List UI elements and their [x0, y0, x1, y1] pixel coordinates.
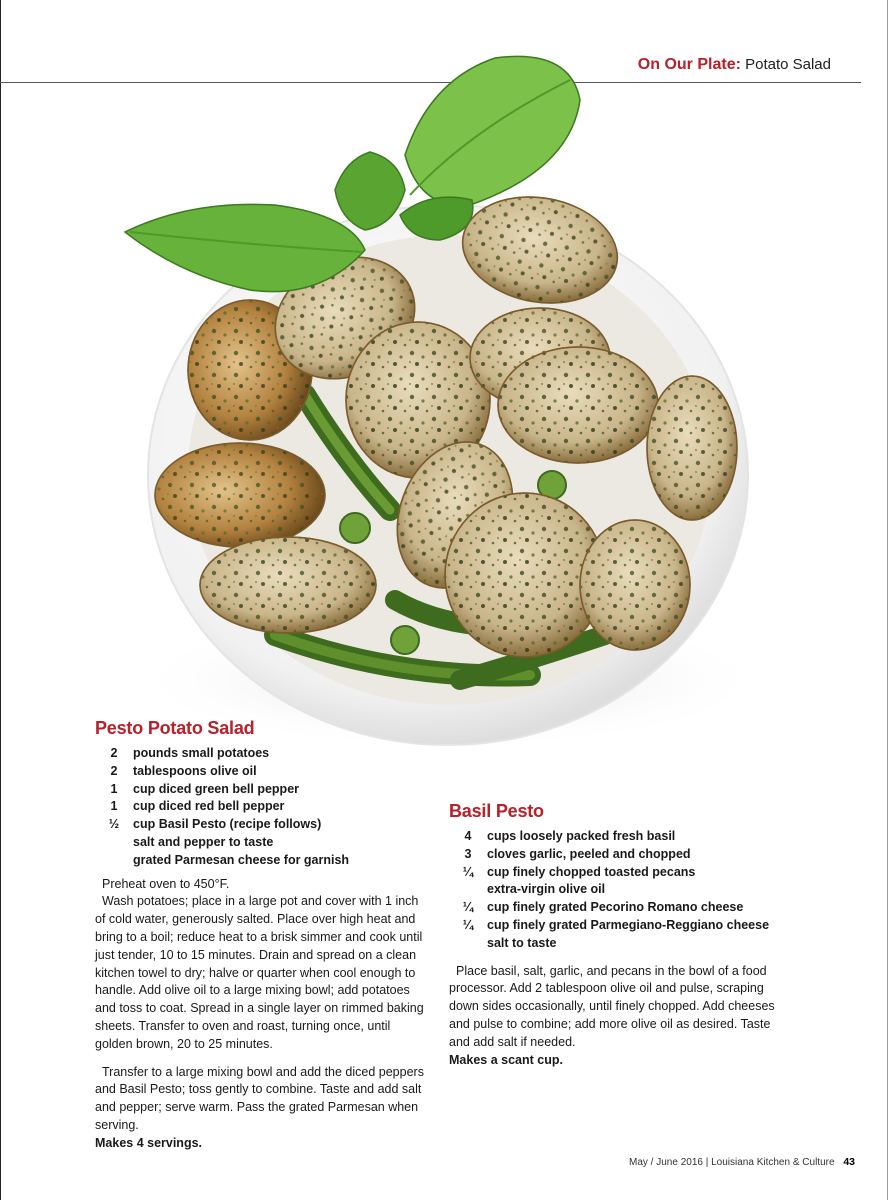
footer-publication: Louisiana Kitchen & Culture — [711, 1157, 835, 1168]
ingredient-item: 2 pounds small potatoes — [110, 746, 270, 760]
ingredient-item: 4 cups loosely packed fresh basil — [464, 829, 676, 843]
ingredient-item: ¼ cup finely chopped toasted pecans — [462, 864, 696, 879]
instruction-step: Preheat oven to 450°F. — [102, 876, 230, 891]
instruction-step: Place basil, salt, garlic, and pecans in the bowl of a food processor. Add 2 tablespoon olive oil and pulse, scraping down sides occasionally, until finely chopped. Add cheeses and pulse to combine; add more olive oil as desired. Taste and add salt if needed. — [449, 963, 775, 1049]
header-topic: Potato Salad — [745, 56, 831, 73]
ingredient-item: 3 cloves garlic, peeled and chopped — [464, 846, 691, 861]
ingredient-item: 2 tablespoons olive oil — [110, 763, 257, 778]
ingredient-item: grated Parmesan cheese for garnish — [133, 852, 350, 867]
ingredient-item: ¼ cup finely grated Parmegiano-Reggiano cheese — [462, 917, 770, 932]
ingredient-item: 1 cup diced green bell pepper — [110, 781, 300, 796]
ingredient-list — [95, 745, 430, 870]
page-right-edge — [887, 0, 888, 1200]
ingredient-item: salt and pepper to taste — [133, 834, 274, 849]
page-number: 43 — [843, 1156, 855, 1168]
recipe-yield: Makes a scant cup. — [449, 1052, 563, 1067]
potato-salad-photo — [100, 40, 820, 800]
ingredient-item: extra-virgin olive oil — [487, 882, 606, 897]
ingredient-list — [449, 828, 794, 953]
header-section: On Our Plate: — [637, 56, 741, 73]
pesto-potato-salad-recipe — [95, 718, 430, 1153]
basil-pesto-recipe — [449, 801, 794, 1069]
recipe-title: Pesto Potato Salad — [95, 718, 255, 738]
recipe-instructions — [95, 876, 430, 1153]
ingredient-item: ½ cup Basil Pesto (recipe follows) — [108, 817, 322, 832]
recipe-instructions — [449, 963, 794, 1070]
instruction-step: Transfer to a large mixing bowl and add the diced peppers and Basil Pesto; toss gently to combine. Taste and add salt and pepper; serve warm. Pass the grated Parmesan when serving. — [95, 1064, 424, 1132]
footer-divider: | — [705, 1157, 712, 1168]
instruction-step: Wash potatoes; place in a large pot and cover with 1 inch of cold water, generously salted. Place over high heat and bring to a boil; reduce heat to a brisk simmer and cook until just tender, 10 to 15 minutes. Drain and spread on a clean kitchen towel to dry; halve or quarter when cool enough to handle. Add olive oil to a large mixing bowl; add potatoes and toss to coat. Spread in a single layer on rimmed baking sheets. Transfer to oven and roast, turning once, until golden brown, 20 to 25 minutes. — [95, 894, 424, 1051]
ingredient-item: ¼ cup finely grated Pecorino Romano cheese — [462, 900, 744, 915]
page-left-edge — [0, 0, 1, 1200]
footer-issue: May / June 2016 — [629, 1157, 703, 1168]
ingredient-item: 1 cup diced red bell pepper — [110, 799, 285, 814]
ingredient-item: salt to taste — [487, 935, 557, 950]
recipe-yield: Makes 4 servings. — [95, 1135, 203, 1150]
page-footer — [629, 1156, 855, 1168]
recipe-title: Basil Pesto — [449, 801, 544, 821]
